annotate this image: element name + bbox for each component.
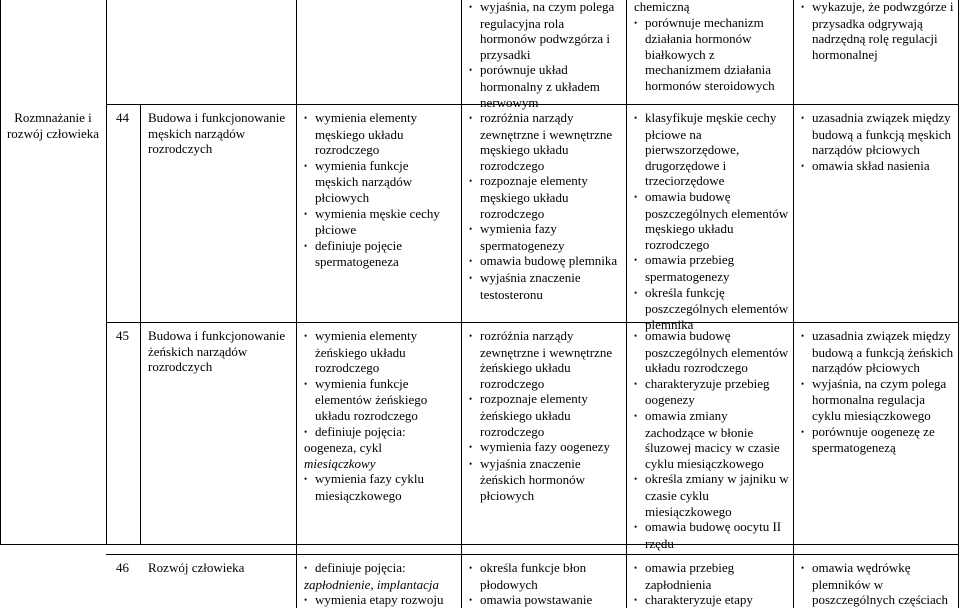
requirement-item: • wymienia elementy męskiego układu rozrodczego bbox=[304, 110, 454, 158]
requirement-item: • klasyfikuje męskie cechy płciowe na pierwszorzędowe, drugorzędowe i trzeciorzędowe bbox=[634, 110, 789, 189]
column-divider bbox=[626, 0, 627, 608]
requirement-item: • określa funkcje błon płodowych bbox=[469, 560, 621, 592]
requirements-good-cont bbox=[634, 0, 789, 94]
requirement-item: • omawia zmiany zachodzące w błonie śluzowej macicy w czasie cyklu miesiączkowego bbox=[634, 408, 789, 471]
requirements-good bbox=[634, 560, 789, 608]
requirement-item: • wyjaśnia znaczenie testosteronu bbox=[469, 270, 621, 302]
column-divider bbox=[140, 104, 141, 544]
requirement-item: • omawia przebieg zapłodnienia bbox=[634, 560, 789, 592]
lesson-number: 44 bbox=[116, 110, 129, 125]
requirement-item: • określa zmiany w jajniku w czasie cyklu miesiączkowego bbox=[634, 471, 789, 519]
requirement-item: • wymienia etapy rozwoju bbox=[304, 592, 454, 608]
requirement-item: • definiuje pojęcia: bbox=[304, 424, 454, 441]
requirement-item: • wyjaśnia znaczenie żeńskich hormonów płciowych bbox=[469, 456, 621, 504]
requirement-item: • rozpoznaje elementy żeńskiego układu rozrodczego bbox=[469, 391, 621, 439]
column-divider bbox=[793, 0, 794, 608]
requirements-basic bbox=[304, 560, 454, 608]
requirements-sufficient bbox=[469, 328, 621, 504]
requirement-item: • wymienia męskie cechy płciowe bbox=[304, 206, 454, 238]
lesson-topic: Rozwój człowieka bbox=[148, 560, 245, 575]
column-divider bbox=[461, 0, 462, 608]
requirements-sufficient bbox=[469, 110, 621, 302]
requirement-item: miesiączkowy bbox=[304, 455, 376, 471]
requirement-item: • wykazuje, że podwzgórze i przysadka odgrywają nadrzędną rolę regulacji hormonalnej bbox=[801, 0, 956, 62]
lesson-topic: Budowa i funkcjonowanie żeńskich narządów rozrodczych bbox=[148, 328, 286, 375]
requirement-item: • omawia budowę poszczególnych elementów układu rozrodczego bbox=[634, 328, 789, 376]
requirement-item: • omawia budowę oocytu II rzędu bbox=[634, 519, 789, 551]
requirement-item: • wymienia fazy spermatogenezy bbox=[469, 221, 621, 253]
requirement-item: • omawia przebieg spermatogenezy bbox=[634, 252, 789, 284]
requirement-item: • porównuje oogenezę ze spermatogenezą bbox=[801, 424, 956, 456]
requirement-item: • charakteryzuje etapy bbox=[634, 592, 789, 608]
requirement-item: • rozróżnia narządy zewnętrzne i wewnętrzne męskiego układu rozrodczego bbox=[469, 110, 621, 173]
row-divider bbox=[106, 554, 959, 555]
requirement-item: • wymienia funkcje męskich narządów płciowych bbox=[304, 158, 454, 206]
requirement-item: • rozróżnia narządy zewnętrzne i wewnętrzne żeńskiego układu rozrodczego bbox=[469, 328, 621, 391]
requirement-item: • wymienia fazy cyklu miesiączkowego bbox=[304, 471, 454, 503]
requirements-good bbox=[634, 328, 789, 551]
requirement-item: • omawia budowę poszczególnych elementów męskiego układu rozrodczego bbox=[634, 189, 789, 252]
requirements-basic bbox=[304, 110, 454, 270]
requirements-verygood bbox=[801, 560, 956, 608]
row-divider bbox=[0, 544, 959, 545]
requirement-item: • uzasadnia związek między budową a funkcją żeńskich narządów płciowych bbox=[801, 328, 956, 376]
requirement-item: • rozpoznaje elementy męskiego układu rozrodczego bbox=[469, 173, 621, 221]
lesson-topic: Budowa i funkcjonowanie męskich narządów rozrodczych bbox=[148, 110, 286, 157]
requirements-sufficient bbox=[469, 560, 621, 608]
requirements-good bbox=[634, 110, 789, 332]
requirement-item: • porównuje mechanizm działania hormonów białkowych z mechanizmem działania hormonów steroidowych bbox=[634, 15, 789, 94]
requirement-item: zapłodnienie, implantacja bbox=[304, 576, 440, 592]
lesson-number: 46 bbox=[116, 560, 129, 575]
requirement-item: chemiczną bbox=[634, 0, 690, 14]
requirement-item: • uzasadnia związek między budową a funkcją męskich narządów płciowych bbox=[801, 110, 956, 158]
requirements-basic bbox=[304, 328, 454, 504]
requirements-sufficient-cont bbox=[469, 0, 621, 110]
requirement-item: • omawia skład nasienia bbox=[801, 158, 956, 175]
requirement-item: • wymienia elementy żeńskiego układu rozrodczego bbox=[304, 328, 454, 376]
lesson-number: 45 bbox=[116, 328, 129, 343]
requirements-verygood bbox=[801, 328, 956, 456]
table-border-left bbox=[0, 0, 1, 544]
requirement-item: • definiuje pojęcia: bbox=[304, 560, 454, 577]
section-cell bbox=[4, 110, 102, 141]
column-divider bbox=[106, 0, 107, 544]
requirement-item: • wymienia funkcje elementów żeńskiego układu rozrodczego bbox=[304, 376, 454, 424]
requirement-item: • porównuje układ hormonalny z układem nerwowym bbox=[469, 62, 621, 110]
requirement-item: • określa funkcję poszczególnych elementów plemnika bbox=[634, 285, 789, 333]
requirement-item: • charakteryzuje przebieg oogenezy bbox=[634, 376, 789, 408]
requirement-item: • wyjaśnia, na czym polega regulacyjna rola hormonów podwzgórza i przysadki bbox=[469, 0, 621, 62]
row-divider bbox=[106, 322, 959, 323]
section-title: Rozmnażanie i rozwój człowieka bbox=[6, 110, 100, 141]
requirements-verygood bbox=[801, 110, 956, 174]
requirement-item: • omawia wędrówkę plemników w poszczególnych częściach bbox=[801, 560, 956, 608]
requirement-item: • definiuje pojęcie spermatogeneza bbox=[304, 238, 454, 270]
requirement-item: oogeneza, cykl bbox=[304, 440, 382, 456]
requirement-item: • omawia powstawanie bbox=[469, 592, 621, 608]
requirements-verygood-cont bbox=[801, 0, 956, 62]
requirement-item: • wymienia fazy oogenezy bbox=[469, 439, 621, 456]
requirement-item: • wyjaśnia, na czym polega hormonalna regulacja cyklu miesiączkowego bbox=[801, 376, 956, 424]
table-border-right bbox=[958, 0, 959, 608]
column-divider bbox=[296, 0, 297, 608]
requirement-item: • omawia budowę plemnika bbox=[469, 253, 621, 270]
